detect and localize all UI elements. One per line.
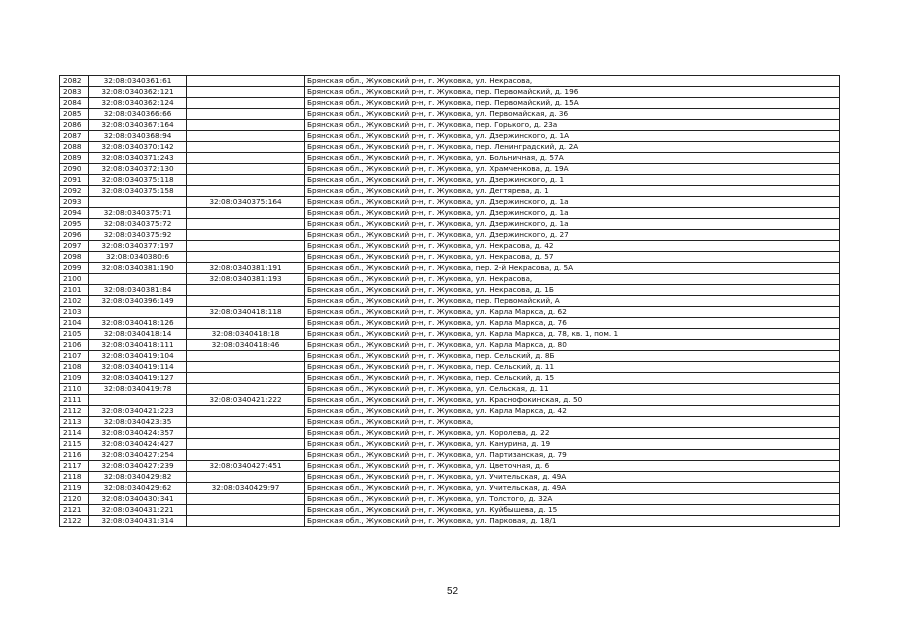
row-number: 2092 — [60, 186, 89, 197]
related-cadastral-number — [187, 87, 305, 98]
table-row — [60, 186, 840, 197]
table-row — [60, 417, 840, 428]
address-cell: Брянская обл., Жуковский р-н, г. Жуковка, ул. Некрасова, д. 57 — [305, 252, 840, 263]
cadastral-number: 32:08:0340375:92 — [89, 230, 187, 241]
related-cadastral-number — [187, 142, 305, 153]
address-cell: Брянская обл., Жуковский р-н, г. Жуковка, пер. Сельский, д. 8Б — [305, 351, 840, 362]
cadastral-number: 32:08:0340362:124 — [89, 98, 187, 109]
address-cell: Брянская обл., Жуковский р-н, г. Жуковка, ул. Толстого, д. 32А — [305, 494, 840, 505]
table-row — [60, 241, 840, 252]
table-row — [60, 483, 840, 494]
row-number: 2108 — [60, 362, 89, 373]
related-cadastral-number — [187, 417, 305, 428]
cadastral-number: 32:08:0340361:61 — [89, 76, 187, 87]
row-number: 2116 — [60, 450, 89, 461]
row-number: 2093 — [60, 197, 89, 208]
related-cadastral-number — [187, 373, 305, 384]
row-number: 2096 — [60, 230, 89, 241]
related-cadastral-number — [187, 109, 305, 120]
row-number: 2091 — [60, 175, 89, 186]
page-number: 52 — [446, 586, 459, 597]
address-cell: Брянская обл., Жуковский р-н, г. Жуковка, ул. Дзержинского, д. 1А — [305, 131, 840, 142]
table-row — [60, 395, 840, 406]
related-cadastral-number — [187, 450, 305, 461]
row-number: 2103 — [60, 307, 89, 318]
cadastral-number: 32:08:0340423:35 — [89, 417, 187, 428]
row-number: 2098 — [60, 252, 89, 263]
related-cadastral-number: 32:08:0340418:46 — [187, 340, 305, 351]
address-cell: Брянская обл., Жуковский р-н, г. Жуковка, пер. Первомайский, д. 196 — [305, 87, 840, 98]
row-number: 2089 — [60, 153, 89, 164]
table-row — [60, 142, 840, 153]
cadastral-number: 32:08:0340424:427 — [89, 439, 187, 450]
row-number: 2121 — [60, 505, 89, 516]
row-number: 2088 — [60, 142, 89, 153]
table-row — [60, 175, 840, 186]
address-cell: Брянская обл., Жуковский р-н, г. Жуковка, ул. Некрасова, — [305, 76, 840, 87]
related-cadastral-number — [187, 428, 305, 439]
related-cadastral-number — [187, 384, 305, 395]
table-row — [60, 428, 840, 439]
address-cell: Брянская обл., Жуковский р-н, г. Жуковка, пер. Горького, д. 23а — [305, 120, 840, 131]
table-row — [60, 263, 840, 274]
cadastral-number: 32:08:0340367:164 — [89, 120, 187, 131]
cadastral-number: 32:08:0340370:142 — [89, 142, 187, 153]
related-cadastral-number — [187, 164, 305, 175]
table-row — [60, 76, 840, 87]
cadastral-number — [89, 274, 187, 285]
address-cell: Брянская обл., Жуковский р-н, г. Жуковка, ул. Куйбышева, д. 15 — [305, 505, 840, 516]
related-cadastral-number — [187, 362, 305, 373]
row-number: 2086 — [60, 120, 89, 131]
address-cell: Брянская обл., Жуковский р-н, г. Жуковка, ул. Канурина, д. 19 — [305, 439, 840, 450]
row-number: 2110 — [60, 384, 89, 395]
row-number: 2094 — [60, 208, 89, 219]
table-row — [60, 373, 840, 384]
table-row — [60, 197, 840, 208]
row-number: 2085 — [60, 109, 89, 120]
row-number: 2117 — [60, 461, 89, 472]
table-row — [60, 461, 840, 472]
table-row — [60, 153, 840, 164]
address-cell: Брянская обл., Жуковский р-н, г. Жуковка, ул. Дзержинского, д. 1а — [305, 208, 840, 219]
related-cadastral-number — [187, 186, 305, 197]
related-cadastral-number — [187, 98, 305, 109]
row-number: 2087 — [60, 131, 89, 142]
cadastral-number: 32:08:0340377:197 — [89, 241, 187, 252]
table-row — [60, 439, 840, 450]
address-cell: Брянская обл., Жуковский р-н, г. Жуковка, ул. Учительская, д. 49А — [305, 472, 840, 483]
address-cell: Брянская обл., Жуковский р-н, г. Жуковка, ул. Дегтярева, д. 1 — [305, 186, 840, 197]
row-number: 2120 — [60, 494, 89, 505]
cadastral-number: 32:08:0340429:82 — [89, 472, 187, 483]
address-cell: Брянская обл., Жуковский р-н, г. Жуковка, ул. Карла Маркса, д. 80 — [305, 340, 840, 351]
table-body — [60, 76, 840, 527]
cadastral-table — [59, 75, 840, 527]
row-number: 2102 — [60, 296, 89, 307]
address-cell: Брянская обл., Жуковский р-н, г. Жуковка, ул. Дзержинского, д. 1а — [305, 219, 840, 230]
related-cadastral-number: 32:08:0340427:451 — [187, 461, 305, 472]
table-row — [60, 131, 840, 142]
address-cell: Брянская обл., Жуковский р-н, г. Жуковка, — [305, 417, 840, 428]
address-cell: Брянская обл., Жуковский р-н, г. Жуковка, ул. Дзержинского, д. 1а — [305, 197, 840, 208]
table-row — [60, 120, 840, 131]
related-cadastral-number: 32:08:0340418:18 — [187, 329, 305, 340]
row-number: 2105 — [60, 329, 89, 340]
cadastral-number: 32:08:0340362:121 — [89, 87, 187, 98]
cadastral-number: 32:08:0340421:223 — [89, 406, 187, 417]
related-cadastral-number — [187, 219, 305, 230]
table-row — [60, 230, 840, 241]
related-cadastral-number — [187, 252, 305, 263]
cadastral-number: 32:08:0340418:14 — [89, 329, 187, 340]
cadastral-number: 32:08:0340380:6 — [89, 252, 187, 263]
table-row — [60, 87, 840, 98]
table-row — [60, 516, 840, 527]
related-cadastral-number: 32:08:0340375:164 — [187, 197, 305, 208]
address-cell: Брянская обл., Жуковский р-н, г. Жуковка, ул. Парковая, д. 18/1 — [305, 516, 840, 527]
related-cadastral-number: 32:08:0340418:118 — [187, 307, 305, 318]
related-cadastral-number — [187, 296, 305, 307]
cadastral-number: 32:08:0340429:62 — [89, 483, 187, 494]
cadastral-number: 32:08:0340372:130 — [89, 164, 187, 175]
row-number: 2082 — [60, 76, 89, 87]
cadastral-number — [89, 395, 187, 406]
row-number: 2097 — [60, 241, 89, 252]
cadastral-number: 32:08:0340419:78 — [89, 384, 187, 395]
related-cadastral-number: 32:08:0340381:191 — [187, 263, 305, 274]
cadastral-number: 32:08:0340418:111 — [89, 340, 187, 351]
row-number: 2119 — [60, 483, 89, 494]
related-cadastral-number — [187, 516, 305, 527]
row-number: 2115 — [60, 439, 89, 450]
cadastral-number: 32:08:0340427:239 — [89, 461, 187, 472]
cadastral-number — [89, 307, 187, 318]
row-number: 2114 — [60, 428, 89, 439]
address-cell: Брянская обл., Жуковский р-н, г. Жуковка, пер. Первомайский, д. 15А — [305, 98, 840, 109]
table-row — [60, 494, 840, 505]
address-cell: Брянская обл., Жуковский р-н, г. Жуковка, ул. Храмченкова, д. 19А — [305, 164, 840, 175]
table-row — [60, 252, 840, 263]
cadastral-number: 32:08:0340419:114 — [89, 362, 187, 373]
table-row — [60, 285, 840, 296]
related-cadastral-number — [187, 505, 305, 516]
row-number: 2100 — [60, 274, 89, 285]
cadastral-number: 32:08:0340381:190 — [89, 263, 187, 274]
table-row — [60, 450, 840, 461]
cadastral-number: 32:08:0340366:66 — [89, 109, 187, 120]
related-cadastral-number — [187, 241, 305, 252]
cadastral-number: 32:08:0340419:104 — [89, 351, 187, 362]
address-cell: Брянская обл., Жуковский р-н, г. Жуковка, пер. Сельский, д. 15 — [305, 373, 840, 384]
related-cadastral-number — [187, 351, 305, 362]
address-cell: Брянская обл., Жуковский р-н, г. Жуковка, ул. Дзержинского, д. 27 — [305, 230, 840, 241]
table-row — [60, 505, 840, 516]
address-cell: Брянская обл., Жуковский р-н, г. Жуковка, ул. Учительская, д. 49А — [305, 483, 840, 494]
related-cadastral-number — [187, 439, 305, 450]
address-cell: Брянская обл., Жуковский р-н, г. Жуковка, ул. Цветочная, д. 6 — [305, 461, 840, 472]
table-row — [60, 351, 840, 362]
row-number: 2107 — [60, 351, 89, 362]
row-number: 2090 — [60, 164, 89, 175]
address-cell: Брянская обл., Жуковский р-н, г. Жуковка, ул. Некрасова, — [305, 274, 840, 285]
table-row — [60, 472, 840, 483]
cadastral-number — [89, 197, 187, 208]
related-cadastral-number — [187, 494, 305, 505]
table-row — [60, 384, 840, 395]
address-cell: Брянская обл., Жуковский р-н, г. Жуковка, ул. Больничная, д. 57А — [305, 153, 840, 164]
table-row — [60, 164, 840, 175]
cadastral-number: 32:08:0340431:314 — [89, 516, 187, 527]
address-cell: Брянская обл., Жуковский р-н, г. Жуковка, ул. Некрасова, д. 42 — [305, 241, 840, 252]
cadastral-number: 32:08:0340381:84 — [89, 285, 187, 296]
cadastral-number: 32:08:0340375:118 — [89, 175, 187, 186]
related-cadastral-number — [187, 208, 305, 219]
related-cadastral-number: 32:08:0340381:193 — [187, 274, 305, 285]
address-cell: Брянская обл., Жуковский р-н, г. Жуковка, пер. Ленинградский, д. 2А — [305, 142, 840, 153]
table-row — [60, 109, 840, 120]
row-number: 2106 — [60, 340, 89, 351]
address-cell: Брянская обл., Жуковский р-н, г. Жуковка, ул. Дзержинского, д. 1 — [305, 175, 840, 186]
address-cell: Брянская обл., Жуковский р-н, г. Жуковка, ул. Краснофокинская, д. 50 — [305, 395, 840, 406]
address-cell: Брянская обл., Жуковский р-н, г. Жуковка, ул. Первомайская, д. 36 — [305, 109, 840, 120]
row-number: 2083 — [60, 87, 89, 98]
table-row — [60, 406, 840, 417]
related-cadastral-number — [187, 318, 305, 329]
row-number: 2104 — [60, 318, 89, 329]
address-cell: Брянская обл., Жуковский р-н, г. Жуковка, ул. Карла Маркса, д. 62 — [305, 307, 840, 318]
address-cell: Брянская обл., Жуковский р-н, г. Жуковка, ул. Некрасова, д. 1Б — [305, 285, 840, 296]
cadastral-number: 32:08:0340375:72 — [89, 219, 187, 230]
table-row — [60, 219, 840, 230]
row-number: 2122 — [60, 516, 89, 527]
related-cadastral-number — [187, 131, 305, 142]
row-number: 2111 — [60, 395, 89, 406]
address-cell: Брянская обл., Жуковский р-н, г. Жуковка, ул. Карла Маркса, д. 78, кв. 1, пом. 1 — [305, 329, 840, 340]
row-number: 2109 — [60, 373, 89, 384]
table-row — [60, 274, 840, 285]
related-cadastral-number — [187, 120, 305, 131]
related-cadastral-number — [187, 175, 305, 186]
table-row — [60, 307, 840, 318]
row-number: 2095 — [60, 219, 89, 230]
related-cadastral-number — [187, 76, 305, 87]
address-cell: Брянская обл., Жуковский р-н, г. Жуковка, ул. Королева, д. 22 — [305, 428, 840, 439]
row-number: 2113 — [60, 417, 89, 428]
row-number: 2101 — [60, 285, 89, 296]
address-cell: Брянская обл., Жуковский р-н, г. Жуковка, пер. Первомайский, А — [305, 296, 840, 307]
related-cadastral-number — [187, 472, 305, 483]
cadastral-number: 32:08:0340396:149 — [89, 296, 187, 307]
cadastral-number: 32:08:0340430:341 — [89, 494, 187, 505]
cadastral-number: 32:08:0340371:243 — [89, 153, 187, 164]
row-number: 2118 — [60, 472, 89, 483]
table-row — [60, 98, 840, 109]
address-cell: Брянская обл., Жуковский р-н, г. Жуковка, ул. Партизанская, д. 79 — [305, 450, 840, 461]
cadastral-number: 32:08:0340419:127 — [89, 373, 187, 384]
address-cell: Брянская обл., Жуковский р-н, г. Жуковка, ул. Сельская, д. 11 — [305, 384, 840, 395]
row-number: 2099 — [60, 263, 89, 274]
cadastral-number: 32:08:0340375:71 — [89, 208, 187, 219]
table-row — [60, 329, 840, 340]
related-cadastral-number — [187, 153, 305, 164]
related-cadastral-number: 32:08:0340421:222 — [187, 395, 305, 406]
cadastral-number: 32:08:0340427:254 — [89, 450, 187, 461]
cadastral-number: 32:08:0340424:357 — [89, 428, 187, 439]
cadastral-number: 32:08:0340368:94 — [89, 131, 187, 142]
row-number: 2084 — [60, 98, 89, 109]
cadastral-number: 32:08:0340418:126 — [89, 318, 187, 329]
cadastral-number: 32:08:0340431:221 — [89, 505, 187, 516]
table-row — [60, 208, 840, 219]
address-cell: Брянская обл., Жуковский р-н, г. Жуковка, пер. 2-й Некрасова, д. 5А — [305, 263, 840, 274]
related-cadastral-number — [187, 285, 305, 296]
related-cadastral-number: 32:08:0340429:97 — [187, 483, 305, 494]
table-row — [60, 362, 840, 373]
address-cell: Брянская обл., Жуковский р-н, г. Жуковка, ул. Карла Маркса, д. 42 — [305, 406, 840, 417]
table-row — [60, 340, 840, 351]
table-row — [60, 318, 840, 329]
related-cadastral-number — [187, 230, 305, 241]
address-cell: Брянская обл., Жуковский р-н, г. Жуковка, пер. Сельский, д. 11 — [305, 362, 840, 373]
table-row — [60, 296, 840, 307]
address-cell: Брянская обл., Жуковский р-н, г. Жуковка, ул. Карла Маркса, д. 76 — [305, 318, 840, 329]
row-number: 2112 — [60, 406, 89, 417]
related-cadastral-number — [187, 406, 305, 417]
cadastral-number: 32:08:0340375:158 — [89, 186, 187, 197]
